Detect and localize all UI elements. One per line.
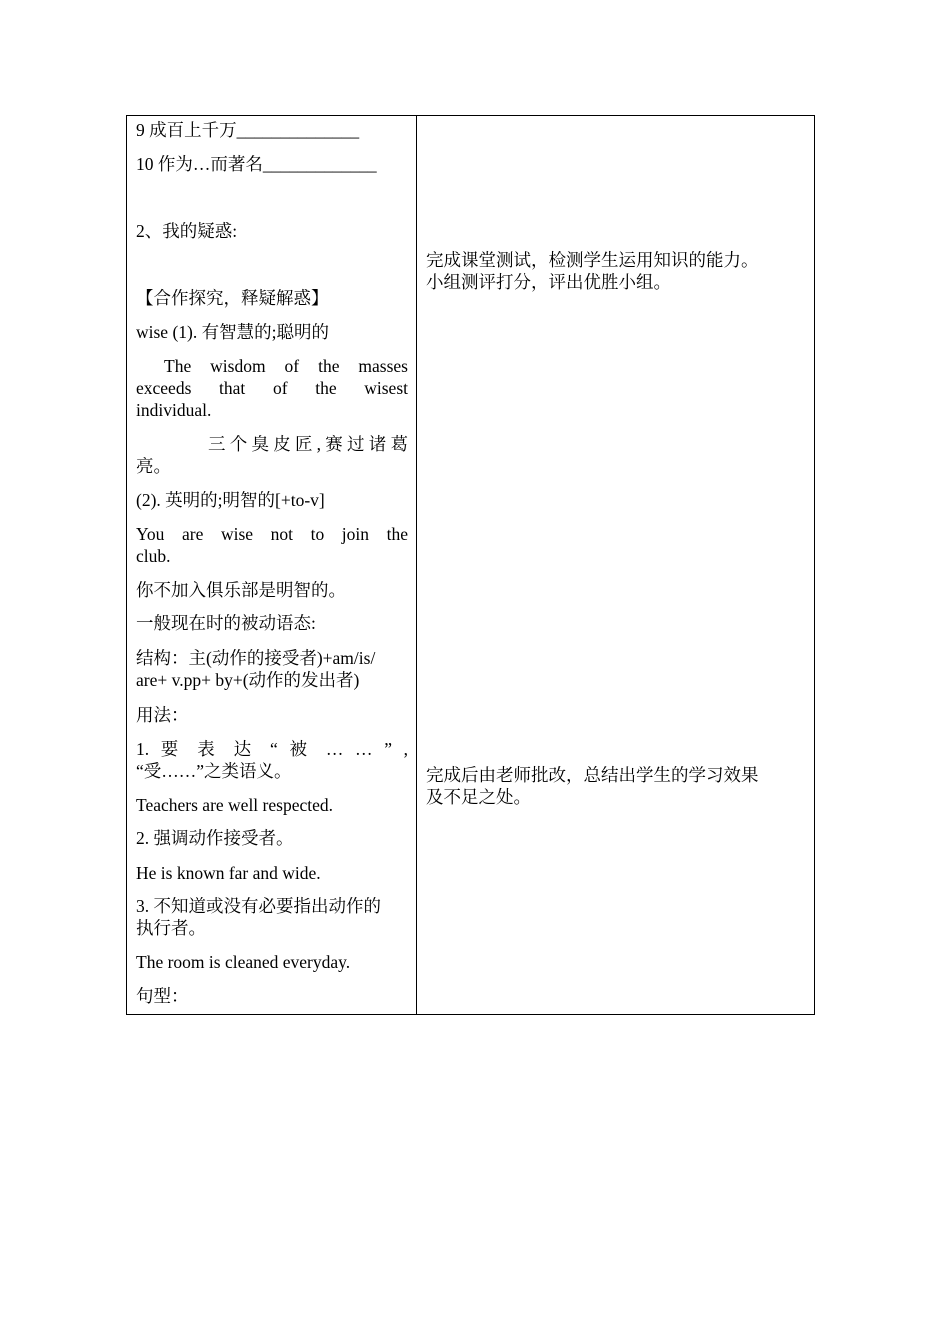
wise-example-2: You are wise not to join the <box>136 524 408 544</box>
teacher-notes-column <box>417 116 814 1014</box>
note-2-line2: 及不足之处。 <box>426 787 531 807</box>
wise-example-1: The wisdom of the masses <box>164 356 408 376</box>
note-2-line1: 完成后由老师批改，总结出学生的学习效果 <box>426 765 759 785</box>
usage-1-line2: “受……”之类语义。 <box>136 761 292 781</box>
wise-example-2-line2: club. <box>136 546 171 566</box>
doubts-heading: 2、我的疑惑: <box>136 221 238 241</box>
vocab-item-9: 9 成百上千万______________ <box>136 120 360 140</box>
wise-example-1-translation: 三个臭皮匠,赛过诸葛 <box>208 434 408 454</box>
usage-1-example: Teachers are well respected. <box>136 795 333 815</box>
vocab-item-10: 10 作为…而著名_____________ <box>136 154 377 174</box>
usage-3-example: The room is cleaned everyday. <box>136 952 351 972</box>
wise-example-1-line3: individual. <box>136 400 212 420</box>
wise-definition-1: wise (1). 有智慧的;聪明的 <box>136 322 329 342</box>
usage-3: 3. 不知道或没有必要指出动作的 <box>136 896 381 916</box>
wise-example-2-translation: 你不加入俱乐部是明智的。 <box>136 580 346 600</box>
structure-line-1: 结构：主(动作的接受者)+am/is/ <box>136 648 376 668</box>
section-heading: 【合作探究，释疑解惑】 <box>136 288 329 308</box>
passive-voice-heading: 一般现在时的被动语态: <box>136 613 316 633</box>
usage-2: 2. 强调动作接受者。 <box>136 828 294 848</box>
usage-2-example: He is known far and wide. <box>136 863 321 883</box>
sentence-pattern-heading: 句型： <box>136 986 189 1006</box>
lesson-table <box>126 115 815 1015</box>
usage-1: 1. 要 表 达 “ 被 … … ” , <box>136 739 408 759</box>
wise-definition-2: (2). 英明的;明智的[+to-v] <box>136 490 325 510</box>
student-activity-column <box>127 116 417 1014</box>
usage-heading: 用法： <box>136 705 189 725</box>
structure-line-2: are+ v.pp+ by+(动作的发出者) <box>136 670 360 690</box>
note-1-line2: 小组测评打分，评出优胜小组。 <box>426 272 671 292</box>
wise-example-1-translation-line2: 亮。 <box>136 456 171 476</box>
usage-3-line2: 执行者。 <box>136 918 206 938</box>
note-1-line1: 完成课堂测试，检测学生运用知识的能力。 <box>426 250 759 270</box>
wise-example-1-line2: exceeds that of the wisest <box>136 378 408 398</box>
